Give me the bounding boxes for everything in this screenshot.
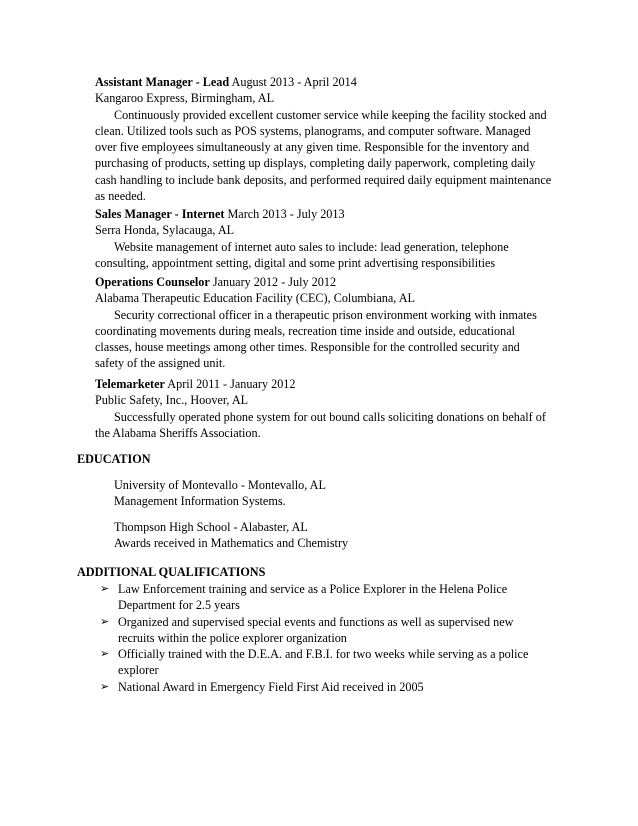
job-entry	[95, 74, 570, 204]
list-item-line: Department for 2.5 years	[118, 598, 240, 613]
job-desc-line: safety of the assigned unit.	[95, 356, 226, 371]
arrow-bullet-icon: ➢	[100, 679, 110, 693]
job-entry	[95, 376, 570, 441]
list-item-line: National Award in Emergency Field First Aid received in 2005	[118, 679, 424, 694]
education-school: Thompson High School - Alabaster, AL	[114, 520, 308, 534]
job-dates: March 2013 - July 2013	[224, 207, 345, 221]
job-title: Assistant Manager - Lead	[95, 75, 230, 89]
job-employer: Kangaroo Express, Birmingham, AL	[95, 91, 275, 106]
job-desc-line: Successfully operated phone system for out bound calls soliciting donations on behalf of	[114, 409, 546, 424]
job-title: Operations Counselor	[95, 275, 210, 289]
education-program: Awards received in Mathematics and Chemistry	[114, 536, 349, 550]
job-desc-line: purchasing of products, setting up displays, completing daily paperwork, completing daily	[95, 156, 536, 171]
job-entry	[95, 206, 570, 271]
job-employer: Serra Honda, Sylacauga, AL	[95, 223, 235, 238]
job-title-line	[95, 376, 570, 392]
job-employer: Public Safety, Inc., Hoover, AL	[95, 393, 249, 408]
job-desc-line: coordinating movements during meals, recreation time inside and outside, educational	[95, 323, 516, 338]
job-title: Sales Manager - Internet	[95, 207, 225, 221]
job-desc-line: cash handling to include bank deposits, and performed required daily equipment maintenance	[95, 172, 552, 187]
arrow-bullet-icon: ➢	[100, 647, 110, 661]
job-desc-line: the Alabama Sheriffs Association.	[95, 425, 261, 440]
job-desc-line: Security correctional officer in a therapeutic prison environment working with inmates	[114, 307, 537, 322]
job-title-line	[95, 274, 570, 290]
job-desc-line: clean. Utilized tools such as POS systems, planograms, and computer software. Managed	[95, 123, 531, 138]
list-item-line: explorer	[118, 663, 159, 678]
job-dates: January 2012 - July 2012	[209, 275, 337, 289]
education-program: Management Information Systems.	[114, 494, 286, 508]
job-desc-line: classes, house meetings among other times. Responsible for the controlled security and	[95, 340, 520, 355]
qualifications-list	[98, 581, 558, 695]
list-item-line: Law Enforcement training and service as a Police Explorer in the Helena Police	[118, 582, 508, 596]
list-item-line: Organized and supervised special events and functions as well as supervised new	[118, 614, 514, 629]
job-title: Telemarketer	[95, 377, 165, 391]
job-title-line	[95, 74, 570, 90]
arrow-bullet-icon: ➢	[100, 582, 110, 595]
list-item	[98, 614, 558, 647]
list-item	[98, 679, 558, 695]
education-school: University of Montevallo - Montevallo, AL	[114, 478, 326, 492]
job-title-line	[95, 206, 570, 222]
job-dates: April 2011 - January 2012	[164, 377, 296, 391]
job-entry	[95, 274, 570, 372]
job-desc-line: as needed.	[95, 189, 146, 204]
list-item-line: recruits within the police explorer organization	[118, 630, 347, 645]
job-desc-line: over five employees simultaneously at any given time. Responsible for the inventory and	[95, 140, 530, 155]
list-item	[98, 646, 558, 679]
arrow-bullet-icon: ➢	[100, 614, 110, 628]
job-dates: August 2013 - April 2014	[229, 75, 357, 89]
job-desc-line: consulting, appointment setting, digital and some print advertising responsibilities	[95, 255, 496, 270]
job-employer: Alabama Therapeutic Education Facility (CEC), Columbiana, AL	[95, 291, 415, 306]
list-item-line: Officially trained with the D.E.A. and F.B.I. for two weeks while serving as a police	[118, 647, 529, 662]
list-item	[98, 581, 558, 614]
job-desc-line: Website management of internet auto sales to include: lead generation, telephone	[114, 239, 509, 254]
job-desc-line: Continuously provided excellent customer service while keeping the facility stocked and	[114, 107, 547, 122]
education-heading: EDUCATION	[77, 452, 151, 466]
qualifications-heading: ADDITIONAL QUALIFICATIONS	[77, 565, 266, 579]
